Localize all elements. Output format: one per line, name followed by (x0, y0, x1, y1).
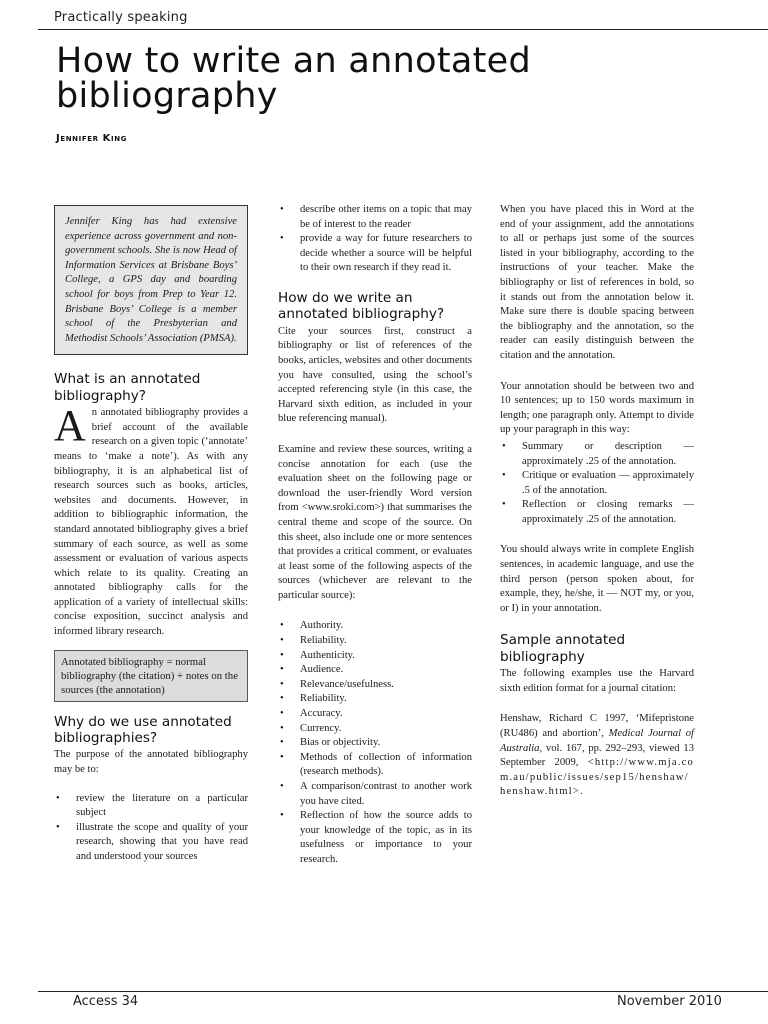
list-item: • illustrate the scope and quality of your research, showing that you have read and understood your sources (54, 821, 248, 865)
what-is-text: n annotated bibliography provides a brief account of the available research on a given topic (‘annotate’ means to ‘make a note’). As with any bibliography, it is an alphabetical list of research sources such as books, articles, websites and documents. However, in addition to bibliographic information, the standard annotated bibliography gives a brief summary of each source, as well as some assessment or evaluation of various aspects which relate to its quality. Creating an annotated bibliography calls for the application of a variety of intellectual skills: concise exposition, succinct analysis and informed library research. (54, 407, 248, 638)
list-item: • Accuracy. (278, 707, 472, 722)
list-item: • review the literature on a particular subject (54, 792, 248, 821)
list-item: • Critique or evaluation — approximately .5 of the annotation. (500, 469, 694, 498)
divide-list (500, 440, 694, 528)
paragraph-sample-intro: The following examples use the Harvard sixth edition format for a journal citation: (500, 668, 694, 694)
why-list (54, 792, 248, 865)
paragraph-how-1: Cite your sources first, construct a bibliography or list of references of the books, articles, websites and other documents you have consulted, using the school’s accepted referencing style (in this case, the Harvard sixth edition, as included in your blue referencing manual). (278, 325, 472, 425)
list-item: • Currency. (278, 722, 472, 737)
citation-details: , vol. 167, pp. 292–293, viewed 13 September 2009, (500, 742, 694, 769)
list-item: • Reflection or closing remarks — approximately .25 of the annotation. (500, 498, 694, 527)
list-item: • Authenticity. (278, 649, 472, 664)
footer-date: November 2010 (617, 994, 722, 1009)
citation-journal: Medical Journal of Australia (500, 728, 695, 754)
column-1 (54, 205, 248, 875)
article-title: How to write an annotated bibliography (56, 41, 531, 116)
list-item: • provide a way for future researchers to decide whether a source will be helpful to their own research if they read it. (278, 232, 472, 276)
list-item: • Summary or description — approximately .25 of the annotation. (500, 440, 694, 469)
continued-list (278, 203, 472, 276)
paragraph-language: You should always write in complete English sentences, in academic language, and use the third person (person spoken about, for example, they, he/she, it — NOT my, or you, or I) in your annotation. (500, 544, 694, 614)
list-item: • describe other items on a topic that may be of interest to the reader (278, 203, 472, 232)
list-item: • Bias or objectivity. (278, 736, 472, 751)
column-2 (278, 203, 472, 878)
bottom-rule (38, 991, 768, 992)
column-3 (500, 203, 694, 810)
list-item: • Audience. (278, 663, 472, 678)
aspects-list (278, 619, 472, 867)
sample-citation (500, 712, 694, 800)
citation-author-title: Henshaw, Richard C 1997, ‘Mifepristone (RU486) and abortion’, (500, 713, 694, 740)
author-name: Jennifer King (56, 133, 128, 144)
author-bio-box: Jennifer King has had extensive experience across government and non-government schools. She is now Head of Information Services at Brisbane Boys’ College, a GPS day and boarding school for boys from Prep to Year 12. Brisbane Boys’ College is a member school of the Presbyterian and Methodist Schools’ Association (PMSA). (54, 205, 248, 355)
paragraph-length: Your annotation should be between two and 10 sentences; up to 150 words maximum in length; one paragraph only. Attempt to divide up your paragraph in this way: (500, 380, 694, 436)
citation-url: <http://www.mja.com.au/public/issues/sep15/henshaw/henshaw.html>. (500, 757, 694, 798)
list-item: • Reliability. (278, 634, 472, 649)
heading-how-write: How do we write an annotated bibliography? (278, 289, 445, 323)
list-item: • A comparison/contrast to another work you have cited. (278, 780, 472, 809)
paragraph-how-2: Examine and review these sources, writing a concise annotation for each (use the evaluation sheet on the following page or download the user-friendly Word version from <www.sroki.com>) that summarises the central theme and scope of the source. On this sheet, also include one or more sentences that provides a critical comment, or evaluates at least some of the following aspects of the sources (whichever are relevant to the particular source): (278, 443, 472, 601)
heading-what-is: What is an annotated bibliography? (54, 371, 201, 404)
section-label: Practically speaking (54, 10, 188, 25)
paragraph-placement: When you have placed this in Word at the end of your assignment, add the annotations to all or perhaps just some of the sources listed in your bibliography, according to the instructions of your teacher. Make the bibliography or list of references in bold, so it stands out from the annotation below it. Make sure there is double spacing between the bibliography and the annotation, so the reader can easily distinguish between the citation and the annotation. (500, 204, 694, 361)
definition-box: Annotated bibliography = normal bibliography (the citation) + notes on the sources (the annotation) (54, 650, 248, 702)
list-item: • Authority. (278, 619, 472, 634)
drop-cap: A (54, 401, 86, 451)
list-item: • Reflection of how the source adds to your knowledge of the topic, as in its usefulness or importance to your research. (278, 809, 472, 867)
list-item: • Reliability. (278, 692, 472, 707)
list-item: • Methods of collection of information (research methods). (278, 751, 472, 780)
top-rule (38, 29, 768, 30)
heading-sample: Sample annotated bibliography (500, 632, 626, 665)
heading-why-use: Why do we use annotated bibliographies? (54, 713, 232, 747)
list-item: • Relevance/usefulness. (278, 678, 472, 693)
paragraph-what-is (54, 401, 248, 640)
footer-publication: Access 34 (73, 994, 139, 1009)
paragraph-why-intro: The purpose of the annotated bibliography may be to: (54, 749, 248, 776)
